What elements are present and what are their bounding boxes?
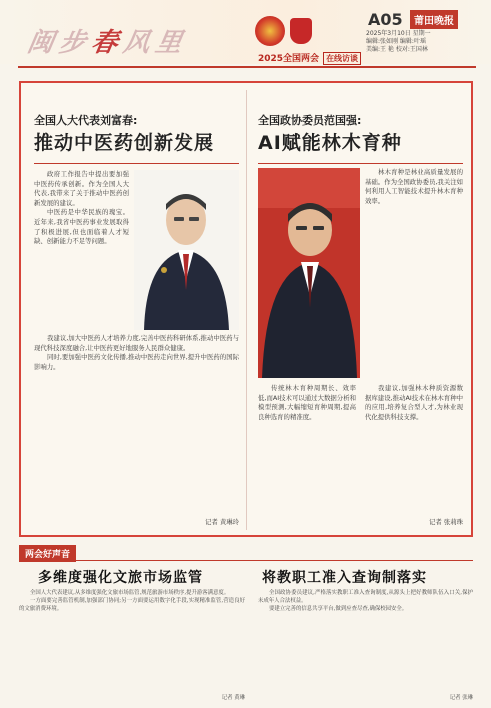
portrait-illustration [134, 170, 239, 330]
subtitle-box: 在线访谈 [323, 52, 361, 65]
title-char-5: 里 [152, 28, 191, 58]
left-paragraph-3: 我建议,加大中医药人才培养力度,完善中医药科研体系,推动中医药与现代科技深度融合,让中医药更好地服务人民群众健康。 [34, 334, 239, 352]
left-headline: 推动中医药创新发展 [34, 132, 215, 154]
right-headline: AI赋能林木育种 [258, 132, 402, 154]
right-body-left [258, 384, 356, 514]
editor-line: 编辑:张如刚 编辑:叶瑶 [366, 38, 426, 45]
right-kicker: 全国政协委员范国强: [258, 114, 362, 127]
left-paragraph-4: 同时,要加强中医药文化传播,推动中医药走向世界,提升中医药的国际影响力。 [34, 353, 239, 371]
bottom-left-headline: 多维度强化文旅市场监管 [38, 570, 203, 586]
masthead-meta [366, 30, 488, 54]
page-number: A05 [368, 10, 403, 29]
left-body-intro [34, 170, 129, 330]
right-article-heading [258, 112, 463, 154]
masthead-subtitle [258, 51, 361, 65]
title-char-1: 闽 [24, 28, 63, 58]
cppcc-emblem-icon [290, 18, 312, 44]
left-paragraph-1: 政府工作报告中提出要加强中医药传承创新。作为全国人大代表,我带来了关于推动中医药创新发展的建议。 [34, 170, 129, 207]
column-divider [246, 90, 247, 530]
bottom-right-paragraph-1: 全国政协委员建议,严格落实教职工准入查询制度,从源头上把好教师队伍入口关,保护未成年人合法权益。 [258, 590, 473, 605]
title-char-3: 春 [88, 28, 127, 58]
left-paragraph-2: 中医药是中华民族的瑰宝。近年来,我省中医药事业发展取得了积极进展,但也面临着人才短缺、创新能力不足等问题。 [34, 208, 129, 246]
right-byline: 记者 张莉珠 [429, 518, 463, 526]
left-byline: 记者 黄琳玲 [205, 518, 239, 526]
portrait-illustration-2 [258, 168, 360, 378]
right-paragraph-2: 传统林木育种周期长、效率低,而AI技术可以通过大数据分析和模型预测,大幅缩短育种周期,提高良种选育的精准度。 [258, 384, 356, 421]
national-emblem-icon [255, 16, 285, 46]
left-article-heading [34, 112, 239, 154]
bottom-right-paragraph-2: 要建立完善的信息共享平台,做到应查尽查,确保校园安全。 [269, 606, 408, 613]
proof-line: 美编:王 艳 校对:王国林 [366, 46, 428, 53]
left-portrait-photo [134, 170, 239, 330]
right-paragraph-3: 我建议,加强林木种质资源数据库建设,推动AI技术在林木育种中的应用,培养复合型人才,为林业现代化提供科技支撑。 [365, 384, 463, 421]
bottom-right-body [258, 589, 473, 695]
bottom-right-byline: 记者 张琳 [449, 695, 473, 701]
bottom-left-body [19, 589, 245, 695]
date-line: 2025年3月10日 星期一 [366, 30, 431, 37]
right-body-side [365, 168, 463, 378]
right-body-right [365, 384, 463, 514]
right-head-rule [258, 163, 463, 164]
section-tag: 两会好声音 [19, 545, 76, 562]
left-body-main [34, 334, 239, 514]
paper-name-badge: 莆田晚报 [410, 10, 458, 29]
left-kicker: 全国人大代表刘富春: [34, 114, 138, 127]
masthead-rule [18, 66, 476, 68]
title-char-2: 步 [56, 28, 95, 58]
bottom-left-byline: 记者 黄琳 [221, 695, 245, 701]
subtitle-text: 2025全国两会 [258, 54, 320, 64]
right-portrait-photo [258, 168, 360, 378]
left-head-rule [34, 163, 239, 164]
masthead-title [25, 22, 192, 59]
bottom-left-paragraph-1: 全国人大代表建议,从多维度强化文旅市场监管,规范旅游市场秩序,提升游客满意度。 [30, 590, 230, 596]
bottom-left-paragraph-2: 一方面要完善监管机制,加强部门协同;另一方面要运用数字化手段,实现精准监管,营造良好的文旅消费环境。 [19, 598, 245, 613]
bottom-right-headline: 将教职工准入查询制落实 [262, 570, 427, 586]
right-paragraph-1: 林木育种是林业高质量发展的基础。作为全国政协委员,我关注如何利用人工智能技术提升林木育种效率。 [365, 168, 463, 205]
masthead [0, 0, 491, 68]
section-rule [19, 560, 473, 561]
title-char-4: 风 [120, 28, 159, 58]
